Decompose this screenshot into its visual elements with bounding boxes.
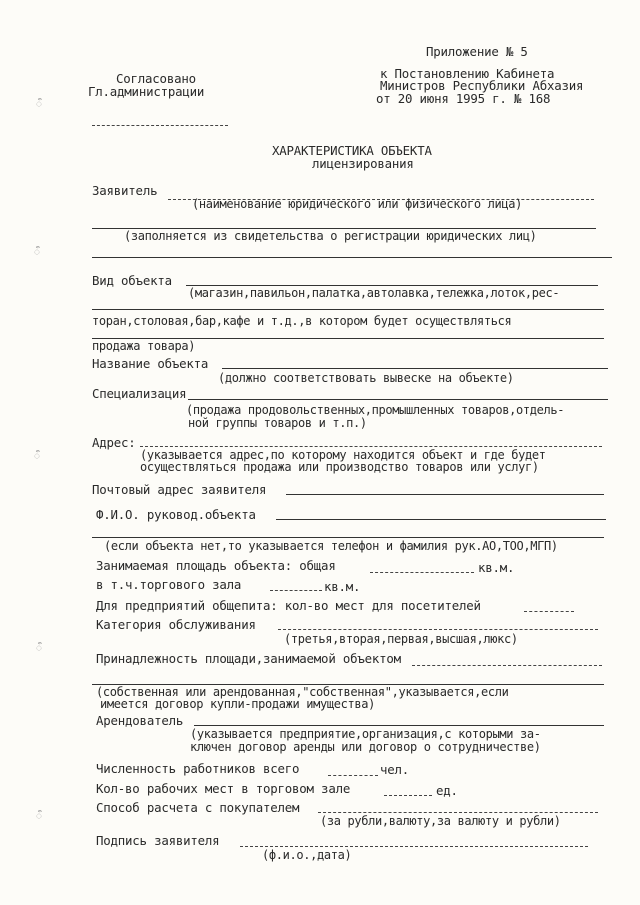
object-type-hint: продажа товара) [92,339,196,353]
object-type-field-2[interactable] [92,309,604,310]
area-field[interactable] [370,572,474,573]
object-name-label: Название объекта [92,356,209,371]
approval-signature-line [92,125,228,126]
address-field[interactable] [140,446,602,447]
payment-label: Способ расчета с покупателем [96,800,300,815]
signature-label: Подпись заявителя [96,833,220,848]
staff-field[interactable] [328,775,378,776]
lessor-hint: (указывается предприятие,организация,с которыми за- [190,727,541,741]
lessor-label: Арендователь [96,713,184,728]
appendix-line: от 20 июня 1995 г. № 168 [376,91,551,106]
object-type-hint: торан,столовая,бар,кафе и т.д.,в котором будет осуществляться [92,314,512,328]
specialization-hint: (продажа продовольственных,промышленных товаров,отдель- [186,403,565,417]
applicant-hint: (наименование юридического или физического лица) [192,197,522,211]
applicant-label: Заявитель [92,183,158,198]
postal-address-label: Почтовый адрес заявителя [92,482,267,497]
lessor-hint: ключен договор аренды или договор о сотрудничестве) [190,740,541,754]
appendix-title: Приложение № 5 [426,44,528,59]
document-title: ХАРАКТЕРИСТИКА ОБЪЕКТА [272,143,432,158]
ownership-field[interactable] [412,665,602,666]
address-label: Адрес: [92,435,136,450]
workplaces-field[interactable] [384,795,432,796]
director-field-2[interactable] [92,537,604,538]
approved-label: Согласовано [116,71,196,86]
category-field[interactable] [278,629,598,630]
punch-mark: ऀ [34,247,40,258]
specialization-label: Специализация [92,386,187,401]
trade-hall-field[interactable] [270,590,322,591]
address-hint: (указывается адрес,по которому находится объект и где будет [140,448,546,462]
workplaces-unit: ед. [436,783,458,798]
specialization-hint: ной группы товаров и т.п.) [188,416,367,430]
object-type-label: Вид объекта [92,273,172,288]
seats-field[interactable] [524,611,574,612]
seats-label: Для предприятий общепита: кол-во мест для посетителей [96,598,481,613]
ownership-hint: имеется договор купли-продажи имущества) [100,697,375,711]
registration-hint: (заполняется из свидетельства о регистрации юридических лиц) [124,229,537,243]
area-unit: кв.м. [478,560,515,575]
appendix-line: Министров Республики Абхазия [380,78,584,93]
postal-address-field[interactable] [286,494,604,495]
document-subtitle: лицензирования [312,156,414,171]
staff-label: Численность работников всего [96,761,300,776]
object-name-hint: (должно соответствовать вывеске на объекте) [218,371,514,385]
area-label: Занимаемая площадь объекта: общая [96,558,336,573]
punch-mark: ऀ [36,811,42,822]
signature-hint: (ф.и.о.,дата) [262,848,352,862]
workplaces-label: Кол-во рабочих мест в торговом зале [96,781,351,796]
ownership-label: Принадлежность площади,занимаемой объектом [96,651,401,666]
signature-field[interactable] [240,846,588,847]
appendix-line: к Постановлению Кабинета [380,66,555,81]
director-hint: (если объекта нет,то указывается телефон и фамилия рук.АО,ТОО,МГП) [104,539,558,553]
payment-field[interactable] [318,812,598,813]
punch-mark: ऀ [36,643,42,654]
staff-unit: чел. [380,762,410,777]
category-label: Категория обслуживания [96,617,256,632]
director-label: Ф.И.О. руковод.объекта [96,507,256,522]
payment-hint: (за рубли,валюту,за валюту и рубли) [320,814,561,828]
trade-hall-unit: кв.м. [324,579,361,594]
registration-field[interactable] [92,257,612,258]
approved-label: Гл.администрации [88,84,205,99]
address-hint: осуществляться продажа или производство товаров или услуг) [140,460,539,474]
trade-hall-label: в т.ч.торгового зала [96,577,242,592]
punch-mark: ऀ [36,99,42,110]
object-type-hint: (магазин,павильон,палатка,автолавка,тележка,лоток,рес- [188,286,560,300]
object-name-field[interactable] [222,368,608,369]
specialization-field[interactable] [188,399,608,400]
lessor-field[interactable] [194,725,604,726]
director-field[interactable] [276,519,606,520]
punch-mark: ऀ [34,451,40,462]
ownership-hint: (собственная или арендованная,"собственная",указывается,если [96,685,509,699]
category-hint: (третья,вторая,первая,высшая,люкс) [284,632,518,646]
